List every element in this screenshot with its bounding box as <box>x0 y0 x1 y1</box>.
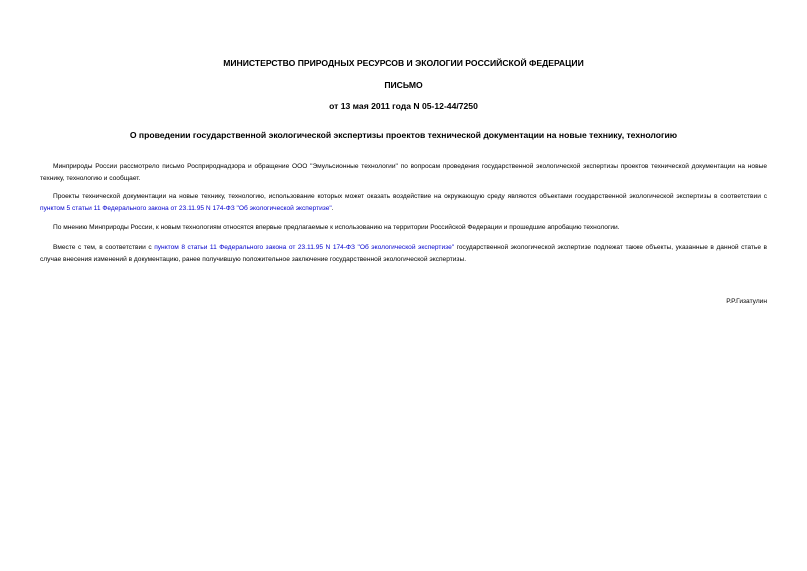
paragraph-4-text-before: Вместе с тем, в соответствии с <box>53 244 155 251</box>
paragraph-3: По мнению Минприроды России, к новым технологиям относятся впервые предлагаемые к использованию на территории Российской Федерации и прошедшие апробацию технологии. <box>53 224 620 231</box>
document-subject: О проведении государственной экологической экспертизы проектов технической документации на новые технику, технологию <box>129 130 678 140</box>
signature: Р.Р.Гизатулин <box>726 298 767 305</box>
paragraph-2-text-after: . <box>331 204 334 212</box>
paragraph-4 <box>40 242 767 265</box>
law-link-clause-8[interactable]: пунктом 8 статьи 11 Федерального закона от 23.11.95 N 174-ФЗ "Об экологической экспертизе" <box>154 244 455 251</box>
paragraph-2 <box>40 191 767 214</box>
paragraph-4-text-after: государственной экологической экспертизе подлежат также объекты, указанные в данной статье в случае внесения изменений в документацию, ранее получившую положительное заключение государственной экологической экспертизы. <box>40 244 768 263</box>
paragraph-1: Минприроды России рассмотрело письмо Росприроднадзора и обращение ООО "Эмульсионные технологии" по вопросам проведения государственной экологической экспертизы проектов технической документации на новые технику, технологию и сообщает. <box>40 163 767 182</box>
ministry-heading: МИНИСТЕРСТВО ПРИРОДНЫХ РЕСУРСОВ И ЭКОЛОГИИ РОССИЙСКОЙ ФЕДЕРАЦИИ <box>223 58 584 68</box>
law-link-clause-5[interactable]: пунктом 5 статьи 11 Федерального закона от 23.11.95 N 174-ФЗ "Об экологической экспертизе" <box>40 204 332 212</box>
document-date-number: от 13 мая 2011 года N 05-12-44/7250 <box>329 101 478 111</box>
document-type-heading: ПИСЬМО <box>384 80 423 90</box>
paragraph-2-text-before: Проекты технической документации на новые технику, технологию, использование которых может оказать воздействие на окружающую среду являются объектами государственной экологической экспертизы в соответствии с <box>53 193 767 200</box>
